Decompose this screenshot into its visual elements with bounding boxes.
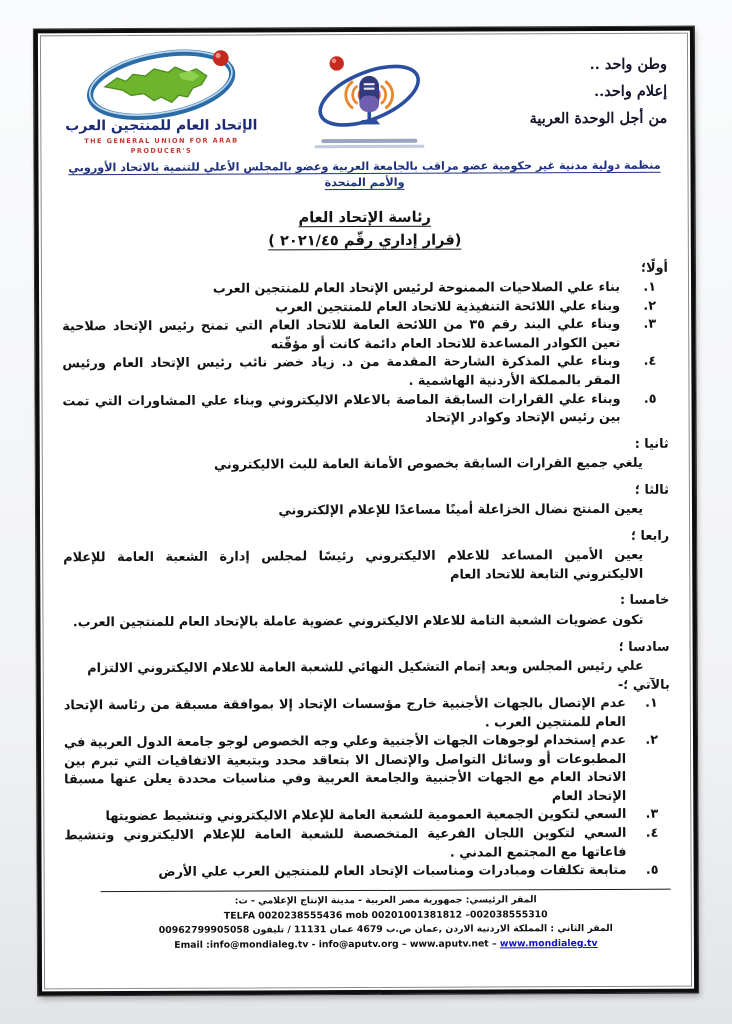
- list-item-text: السعي لتكوين اللجان الفرعية المتخصصة للشعبة العامة للإعلام الاليكتروني وتنشيط فاعاتها مع المجتمع المدني .: [64, 825, 627, 861]
- list-item-number: ٢.: [645, 732, 659, 749]
- mondialeg-link[interactable]: www.mondialeg.tv: [499, 938, 598, 950]
- list-item-text: وبناء علي اللائحة التنفيذية للاتحاد العام للمنتجين العرب: [275, 298, 621, 316]
- organization-status-line: منظمة دولية مدنية غير حكومية عضو مراقب بالجامعة العربية وعضو بالمجلس الأعلي للتنمية بالاتحاد الأوروبي والأمم المتحدة: [68, 158, 661, 190]
- footer-email-line: [101, 937, 671, 954]
- list-item-text: وبناء علي المذكرة الشارحة المقدمة من د. زياد خضر نائب رئيس الإتحاد العام ورئيس المقر بالمملكة الأردنية الهاشمية .: [62, 354, 621, 389]
- slogan-line-3: من أجل الوحدة العربية: [529, 109, 668, 127]
- document-title: [62, 206, 668, 254]
- document-title-line2: (قرار إداري رقّم ٢٠٢١/٤٥ ): [268, 231, 462, 250]
- slogan-line-2: إعلام واحد..: [594, 82, 668, 100]
- header: [61, 44, 667, 153]
- list-item-number: ٣.: [643, 317, 657, 333]
- list-item-number: ٣.: [645, 807, 659, 823]
- section-first-list: [62, 279, 669, 430]
- list-item-text: وبناء علي البند رقم ٣٥ من اللائحة العامة للاتحاد العام التي تمنح رئيس الإتحاد صلاحية تعين الكوادر المساعدة للاتحاد العام دائمة كانت أو مؤقّته: [62, 317, 621, 353]
- footer-address-line2: المقر الثاني : المملكة الاردنية الاردن ,عمان ص.ب 4679 عمان 11131 / تليفون 00962799905058: [158, 923, 613, 937]
- list-item: [64, 732, 670, 809]
- document-title-line1: رئاسة الإتحاد العام: [298, 209, 431, 227]
- section-sixth-text2: بالآتي ؛-: [617, 677, 670, 693]
- list-item: [62, 353, 668, 393]
- section-sixth-text: علي رئيس المجلس وبعد إتمام التشكيل النهائي للشعبة العامة للاعلام الاليكتروني الالتزام: [87, 658, 644, 677]
- footer-hq-phones: TELFA 0020238555436 mob 00201001381812 –002038555310: [223, 908, 548, 922]
- union-logo-title: الإتحاد العام للمنتجين العرب: [65, 117, 258, 135]
- section-fourth-text: يعين الأمين المساعد للاعلام الاليكتروني رئيسًا لمجلس إدارة الشعبة العامة للإعلام الاليكتروني التابعة للاتحاد العام: [63, 548, 644, 583]
- list-item: [64, 695, 670, 735]
- section-fifth-text: تكون عضويات الشعبة التامة للاعلام الاليكتروني عضوية عاملة بالإتحاد العام للمنتجين العرب.: [72, 612, 644, 631]
- section-second-heading: ثانيا :: [634, 436, 669, 452]
- slogan-block: [477, 44, 667, 133]
- list-item: [62, 316, 668, 356]
- section-third-text: يعين المنتج نضال الخزاعلة أمينًا مساعدًا للإعلام الإلكتروني: [278, 502, 644, 519]
- list-item: [64, 825, 670, 865]
- list-item-text: السعي لتكوين الجمعية العمومية للشعبة العامة للإعلام الاليكتروني وتنشيط عضويتها: [105, 807, 627, 825]
- microphone-logo-icon: [306, 49, 432, 138]
- list-item-text: بناء علي الصلاحيات الممنوحة لرئيس الإتحاد العام للمنتجين العرب: [212, 280, 621, 297]
- list-item-number: ٥.: [645, 862, 659, 878]
- list-item-text: متابعة تكلفات ومبادرات ومناسبات الإتحاد العام للمنتجين العرب علي الأرض: [158, 862, 627, 881]
- section-fourth-heading: رابعا ؛: [630, 528, 670, 544]
- section-second-text: يلغي جميع القرارات السابقة بخصوص الأمانة العامة للبث الاليكتروني: [213, 455, 643, 473]
- list-item-number: ١.: [645, 695, 658, 711]
- list-item-text: وبناء علي القرارات السابقة الماصة بالاعلام الاليكتروني وبناء علي المشاورات التي تمت بين رئيس الإتحاد وكوادر الإتحاد: [62, 391, 621, 426]
- page-frame: [40, 33, 692, 990]
- broadcasting-logo-caption: [321, 139, 417, 143]
- footer-hq-arabic: المقر الرئيسي: جمهورية مصر العربية - مدينة الإنتاج الإعلامي - ت:: [234, 893, 537, 907]
- list-item-number: ٤.: [643, 354, 657, 370]
- section-first-heading: أولًا؛: [640, 260, 668, 276]
- section-fifth-heading: خامسا :: [620, 593, 670, 609]
- union-logo-icon: [73, 48, 249, 121]
- union-logo: [61, 45, 261, 156]
- list-item-text: عدم إستخدام لوجوهات الجهات الأجنبية وعلي وجه الخصوص لوجو جامعة الدول العربية في المطبوعات أو وسائل التواصل والإتصال الا بتعاقد محدد وبتبعية الاتفاقيات التي تبرم بين الاتحاد العام مع الجهات الأجنبية والجامعة العربية وفي مناسبات محددة يعلن عنها مسبقا الإتحاد العام: [63, 733, 627, 805]
- list-item-number: ٢.: [643, 298, 657, 314]
- footer-emails: Email :info@mondialeg.tv - info@aputv.org – www.aputv.net –: [174, 938, 500, 952]
- section-sixth-heading: سادسا ؛: [618, 639, 670, 655]
- list-item-number: ٤.: [645, 825, 659, 841]
- section-sixth-list: [64, 695, 671, 883]
- broadcasting-logo: [289, 45, 449, 149]
- list-item-text: عدم الإتصال بالجهات الأجنبية خارج مؤسسات الإتحاد إلا بموافقة مسبقة من رئاسة الإتحاد العام للمنتجين العرب .: [63, 696, 626, 731]
- page-content: [41, 34, 691, 989]
- footer-address-line1: [101, 892, 671, 924]
- slogan-line-1: وطن واحد ..: [589, 55, 668, 74]
- list-item: [65, 862, 671, 883]
- footer: [101, 888, 671, 954]
- broadcasting-logo-subcaption: [314, 145, 424, 148]
- list-item-number: ١.: [643, 279, 657, 296]
- document-page: [34, 27, 698, 996]
- list-item: [62, 390, 668, 430]
- section-third-heading: ثالثا ؛: [634, 482, 669, 498]
- union-logo-subtitle: THE GENERAL UNION FOR ARAB PRODUCER'S: [84, 136, 239, 155]
- list-item-number: ٥.: [643, 391, 657, 407]
